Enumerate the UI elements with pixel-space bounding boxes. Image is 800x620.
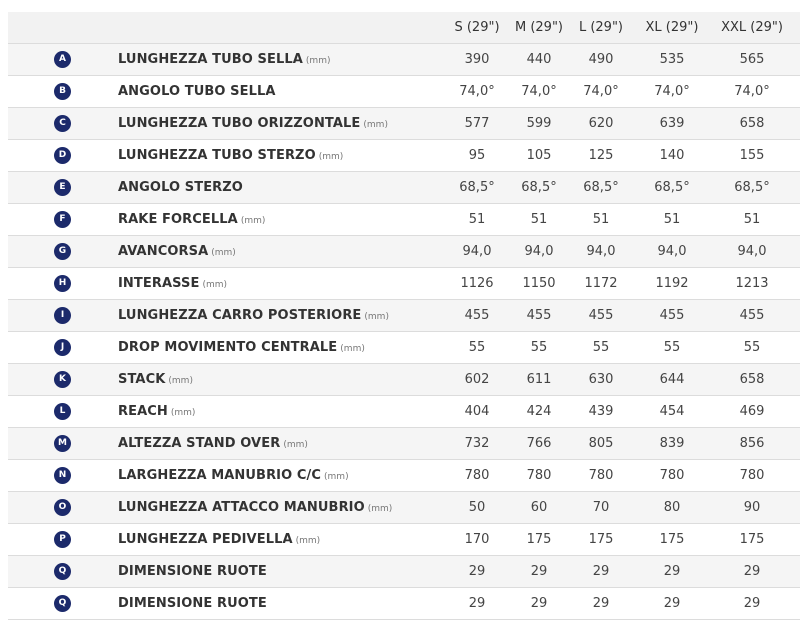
value-cell-l: 29 <box>570 556 632 588</box>
value-cell-xxl: 29 <box>712 588 792 620</box>
measurement-label: LUNGHEZZA TUBO SELLA <box>118 52 303 67</box>
value-cell-xl: 644 <box>632 364 712 396</box>
value-cell-m: 55 <box>508 332 570 364</box>
value-cell-xl: 29 <box>632 588 712 620</box>
value-cell-s: 74,0° <box>446 76 508 108</box>
value-cell-xxl: 90 <box>712 492 792 524</box>
table-row <box>8 268 800 300</box>
value-cell-s: 1126 <box>446 268 508 300</box>
value-cell-m: 29 <box>508 588 570 620</box>
label-cell <box>118 44 446 76</box>
label-cell <box>118 588 446 620</box>
letter-cell <box>8 140 118 172</box>
header-size-xxl: XXL (29") <box>712 12 792 44</box>
measurement-unit: (mm) <box>170 408 196 418</box>
value-cell-s: 404 <box>446 396 508 428</box>
measurement-unit: (mm) <box>168 376 193 386</box>
measurement-unit: (mm) <box>295 536 321 546</box>
label-cell <box>118 364 446 396</box>
measurement-unit: (mm) <box>324 472 349 482</box>
value-cell-l: 630 <box>570 364 632 396</box>
value-cell-l: 780 <box>570 460 632 492</box>
row-pad <box>792 204 800 236</box>
measurement-letter-badge: Q <box>54 563 71 580</box>
letter-cell <box>8 268 118 300</box>
value-cell-m: 74,0° <box>508 76 570 108</box>
value-cell-s: 51 <box>446 204 508 236</box>
measurement-unit: (mm) <box>305 56 331 66</box>
measurement-label: AVANCORSA <box>118 244 209 259</box>
row-pad <box>792 364 800 396</box>
value-cell-xl: 1192 <box>632 268 712 300</box>
label-cell <box>118 76 446 108</box>
value-cell-xl: 74,0° <box>632 76 712 108</box>
header-size-xl: XL (29") <box>632 12 712 44</box>
letter-cell <box>8 588 118 620</box>
value-cell-l: 70 <box>570 492 632 524</box>
table-row <box>8 524 800 556</box>
value-cell-l: 455 <box>570 300 632 332</box>
value-cell-xxl: 1213 <box>712 268 792 300</box>
geometry-table <box>8 12 800 620</box>
row-pad <box>792 588 800 620</box>
header-row <box>8 12 800 44</box>
value-cell-xxl: 565 <box>712 44 792 76</box>
value-cell-s: 602 <box>446 364 508 396</box>
measurement-letter-badge: O <box>54 499 71 516</box>
value-cell-m: 105 <box>508 140 570 172</box>
row-pad <box>792 300 800 332</box>
row-pad <box>792 268 800 300</box>
value-cell-m: 68,5° <box>508 172 570 204</box>
value-cell-s: 390 <box>446 44 508 76</box>
measurement-label: LUNGHEZZA TUBO STERZO <box>118 148 316 163</box>
value-cell-l: 55 <box>570 332 632 364</box>
row-pad <box>792 492 800 524</box>
table-row <box>8 108 800 140</box>
value-cell-m: 29 <box>508 556 570 588</box>
value-cell-xxl: 94,0 <box>712 236 792 268</box>
letter-cell <box>8 428 118 460</box>
measurement-label: ANGOLO STERZO <box>118 180 243 195</box>
value-cell-l: 51 <box>570 204 632 236</box>
measurement-letter-badge: D <box>54 147 71 164</box>
header-size-m: M (29") <box>508 12 570 44</box>
letter-cell <box>8 204 118 236</box>
measurement-label: STACK <box>118 372 166 387</box>
measurement-unit: (mm) <box>364 312 389 322</box>
value-cell-xl: 639 <box>632 108 712 140</box>
header-label-blank <box>118 12 446 44</box>
table-row <box>8 396 800 428</box>
value-cell-m: 455 <box>508 300 570 332</box>
table-row <box>8 588 800 620</box>
measurement-unit: (mm) <box>240 216 266 226</box>
label-cell <box>118 140 446 172</box>
value-cell-xl: 455 <box>632 300 712 332</box>
label-cell <box>118 556 446 588</box>
measurement-label: ANGOLO TUBO SELLA <box>118 84 276 99</box>
value-cell-l: 439 <box>570 396 632 428</box>
row-pad <box>792 236 800 268</box>
measurement-unit: (mm) <box>202 280 228 290</box>
value-cell-s: 50 <box>446 492 508 524</box>
value-cell-m: 766 <box>508 428 570 460</box>
letter-cell <box>8 492 118 524</box>
value-cell-xxl: 856 <box>712 428 792 460</box>
measurement-unit: (mm) <box>318 152 344 162</box>
value-cell-xl: 140 <box>632 140 712 172</box>
measurement-label: RAKE FORCELLA <box>118 212 238 227</box>
value-cell-s: 170 <box>446 524 508 556</box>
measurement-label: DIMENSIONE RUOTE <box>118 596 267 611</box>
label-cell <box>118 524 446 556</box>
letter-cell <box>8 332 118 364</box>
letter-cell <box>8 556 118 588</box>
row-pad <box>792 524 800 556</box>
value-cell-m: 1150 <box>508 268 570 300</box>
value-cell-xxl: 455 <box>712 300 792 332</box>
value-cell-l: 94,0 <box>570 236 632 268</box>
letter-cell <box>8 172 118 204</box>
measurement-unit: (mm) <box>283 440 308 450</box>
header-size-s: S (29") <box>446 12 508 44</box>
label-cell <box>118 460 446 492</box>
value-cell-l: 1172 <box>570 268 632 300</box>
measurement-letter-badge: I <box>54 307 71 324</box>
value-cell-s: 68,5° <box>446 172 508 204</box>
label-cell <box>118 396 446 428</box>
table-row <box>8 300 800 332</box>
measurement-label: DIMENSIONE RUOTE <box>118 564 267 579</box>
value-cell-l: 620 <box>570 108 632 140</box>
label-cell <box>118 300 446 332</box>
measurement-letter-badge: F <box>54 211 71 228</box>
measurement-letter-badge: L <box>54 403 71 420</box>
table-row <box>8 236 800 268</box>
measurement-letter-badge: E <box>54 179 71 196</box>
value-cell-xxl: 74,0° <box>712 76 792 108</box>
value-cell-xl: 80 <box>632 492 712 524</box>
row-pad <box>792 332 800 364</box>
value-cell-s: 29 <box>446 588 508 620</box>
value-cell-l: 175 <box>570 524 632 556</box>
row-pad <box>792 140 800 172</box>
value-cell-xxl: 29 <box>712 556 792 588</box>
label-cell <box>118 428 446 460</box>
table-row <box>8 364 800 396</box>
measurement-label: INTERASSE <box>118 276 200 291</box>
row-pad <box>792 108 800 140</box>
value-cell-xxl: 780 <box>712 460 792 492</box>
measurement-letter-badge: A <box>54 51 71 68</box>
value-cell-s: 780 <box>446 460 508 492</box>
letter-cell <box>8 108 118 140</box>
measurement-letter-badge: H <box>54 275 71 292</box>
table-row <box>8 172 800 204</box>
value-cell-s: 95 <box>446 140 508 172</box>
value-cell-xxl: 51 <box>712 204 792 236</box>
measurement-letter-badge: B <box>54 83 71 100</box>
value-cell-xxl: 469 <box>712 396 792 428</box>
value-cell-l: 805 <box>570 428 632 460</box>
measurement-unit: (mm) <box>211 248 236 258</box>
value-cell-l: 490 <box>570 44 632 76</box>
measurement-letter-badge: N <box>54 467 71 484</box>
value-cell-m: 440 <box>508 44 570 76</box>
letter-cell <box>8 364 118 396</box>
measurement-letter-badge: K <box>54 371 71 388</box>
value-cell-l: 68,5° <box>570 172 632 204</box>
measurement-label: DROP MOVIMENTO CENTRALE <box>118 340 338 355</box>
measurement-label: LUNGHEZZA PEDIVELLA <box>118 532 293 547</box>
label-cell <box>118 492 446 524</box>
value-cell-s: 29 <box>446 556 508 588</box>
value-cell-xl: 51 <box>632 204 712 236</box>
value-cell-m: 175 <box>508 524 570 556</box>
value-cell-xl: 94,0 <box>632 236 712 268</box>
letter-cell <box>8 76 118 108</box>
table-row <box>8 556 800 588</box>
label-cell <box>118 108 446 140</box>
value-cell-xl: 29 <box>632 556 712 588</box>
letter-cell <box>8 236 118 268</box>
table-row <box>8 332 800 364</box>
value-cell-xl: 175 <box>632 524 712 556</box>
measurement-letter-badge: C <box>54 115 71 132</box>
table-row <box>8 428 800 460</box>
value-cell-m: 424 <box>508 396 570 428</box>
label-cell <box>118 332 446 364</box>
value-cell-m: 611 <box>508 364 570 396</box>
measurement-unit: (mm) <box>340 344 365 354</box>
label-cell <box>118 268 446 300</box>
value-cell-l: 29 <box>570 588 632 620</box>
value-cell-xl: 55 <box>632 332 712 364</box>
letter-cell <box>8 460 118 492</box>
value-cell-m: 599 <box>508 108 570 140</box>
value-cell-xxl: 175 <box>712 524 792 556</box>
row-pad <box>792 556 800 588</box>
value-cell-s: 55 <box>446 332 508 364</box>
table-row <box>8 44 800 76</box>
table-header <box>8 12 800 44</box>
measurement-label: ALTEZZA STAND OVER <box>118 436 281 451</box>
table-row <box>8 460 800 492</box>
value-cell-xxl: 658 <box>712 108 792 140</box>
value-cell-m: 94,0 <box>508 236 570 268</box>
value-cell-s: 94,0 <box>446 236 508 268</box>
value-cell-m: 51 <box>508 204 570 236</box>
value-cell-xl: 68,5° <box>632 172 712 204</box>
row-pad <box>792 172 800 204</box>
header-pad <box>792 12 800 44</box>
measurement-letter-badge: J <box>54 339 71 356</box>
value-cell-m: 780 <box>508 460 570 492</box>
table-row <box>8 76 800 108</box>
value-cell-xl: 454 <box>632 396 712 428</box>
value-cell-s: 732 <box>446 428 508 460</box>
letter-cell <box>8 524 118 556</box>
label-cell <box>118 172 446 204</box>
measurement-unit: (mm) <box>367 504 393 514</box>
measurement-unit: (mm) <box>363 120 388 130</box>
value-cell-m: 60 <box>508 492 570 524</box>
measurement-letter-badge: Q <box>54 595 71 612</box>
row-pad <box>792 76 800 108</box>
measurement-letter-badge: G <box>54 243 71 260</box>
value-cell-xl: 780 <box>632 460 712 492</box>
measurement-letter-badge: M <box>54 435 71 452</box>
measurement-letter-badge: P <box>54 531 71 548</box>
letter-cell <box>8 396 118 428</box>
measurement-label: LUNGHEZZA ATTACCO MANUBRIO <box>118 500 365 515</box>
value-cell-xl: 535 <box>632 44 712 76</box>
header-letter-blank <box>8 12 118 44</box>
value-cell-xxl: 55 <box>712 332 792 364</box>
measurement-label: REACH <box>118 404 168 419</box>
value-cell-l: 74,0° <box>570 76 632 108</box>
row-pad <box>792 428 800 460</box>
row-pad <box>792 396 800 428</box>
value-cell-s: 455 <box>446 300 508 332</box>
value-cell-xxl: 658 <box>712 364 792 396</box>
row-pad <box>792 460 800 492</box>
table-body <box>8 44 800 620</box>
measurement-label: LARGHEZZA MANUBRIO C/C <box>118 468 322 483</box>
table-row <box>8 492 800 524</box>
value-cell-l: 125 <box>570 140 632 172</box>
measurement-label: LUNGHEZZA TUBO ORIZZONTALE <box>118 116 361 131</box>
value-cell-xl: 839 <box>632 428 712 460</box>
measurement-label: LUNGHEZZA CARRO POSTERIORE <box>118 308 362 323</box>
header-size-l: L (29") <box>570 12 632 44</box>
value-cell-xxl: 155 <box>712 140 792 172</box>
value-cell-xxl: 68,5° <box>712 172 792 204</box>
table-row <box>8 204 800 236</box>
value-cell-s: 577 <box>446 108 508 140</box>
label-cell <box>118 236 446 268</box>
label-cell <box>118 204 446 236</box>
letter-cell <box>8 300 118 332</box>
letter-cell <box>8 44 118 76</box>
table-row <box>8 140 800 172</box>
row-pad <box>792 44 800 76</box>
